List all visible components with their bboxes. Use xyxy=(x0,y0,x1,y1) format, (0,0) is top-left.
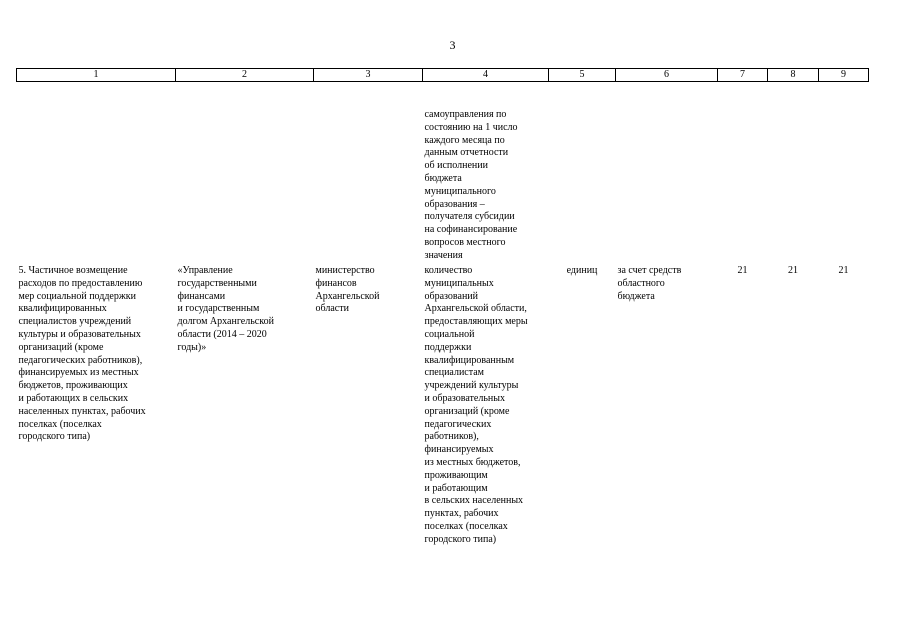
unit-cell: единиц xyxy=(566,265,598,276)
program-name-cell: «Управление государственными финансами и государственным долгом Архангельской области (2014 – 2020 годы)» xyxy=(177,265,274,353)
column-header-3: 3 xyxy=(314,69,423,82)
page-number: 3 xyxy=(449,38,456,52)
value-col-8-cell: 21 xyxy=(788,265,798,276)
table-row xyxy=(17,82,869,264)
column-header-5: 5 xyxy=(549,69,616,82)
value-col-7-cell: 21 xyxy=(737,265,748,276)
column-header-4: 4 xyxy=(423,69,549,82)
column-header-6: 6 xyxy=(616,69,718,82)
cell-col-6 xyxy=(616,82,718,264)
column-header-2: 2 xyxy=(176,69,314,82)
indicator-continuation-cell: самоуправления по состоянию на 1 число каждого месяца по данным отчетности об исполнении бюджета муниципального образования – получателя субсидии на софинансирование вопросов местного значения xyxy=(424,109,518,261)
cell-col-9 xyxy=(819,82,869,264)
column-header-8: 8 xyxy=(768,69,819,82)
column-number-header-row xyxy=(17,69,869,82)
column-header-9: 9 xyxy=(819,69,869,82)
indicator-cell: количество муниципальных образований Архангельской области, предоставляющих меры социальной поддержки квалифицированным специалистам учреждений культуры и образовательных организаций (кроме педагогических работников), финансируемых из местных бюджетов, проживающим и работающим в сельских населенных пунктах, рабочих поселках (поселках городского типа) xyxy=(424,265,528,545)
cell-col-7 xyxy=(718,82,768,264)
cell-col-8 xyxy=(768,82,819,264)
funding-source-cell: за счет средств областного бюджета xyxy=(617,265,682,302)
measure-name-cell: 5. Частичное возмещение расходов по предоставлению мер социальной поддержки квалифицированных специалистов учреждений культуры и образовательных организаций (кроме педагогических работников), финансируемых из местных бюджетов, проживающих и работающих в сельских населенных пунктах, рабочих поселках (поселках городского типа) xyxy=(18,265,146,443)
value-col-9-cell: 21 xyxy=(838,265,849,276)
cell-col-3 xyxy=(314,82,423,264)
cell-col-5 xyxy=(549,82,616,264)
indicators-table xyxy=(16,68,869,547)
column-header-7: 7 xyxy=(718,69,768,82)
table-row xyxy=(17,263,869,547)
cell-col-2 xyxy=(176,82,314,264)
column-header-1: 1 xyxy=(17,69,176,82)
responsible-body-cell: министерство финансов Архангельской области xyxy=(315,265,380,315)
cell-col-1 xyxy=(17,82,176,264)
